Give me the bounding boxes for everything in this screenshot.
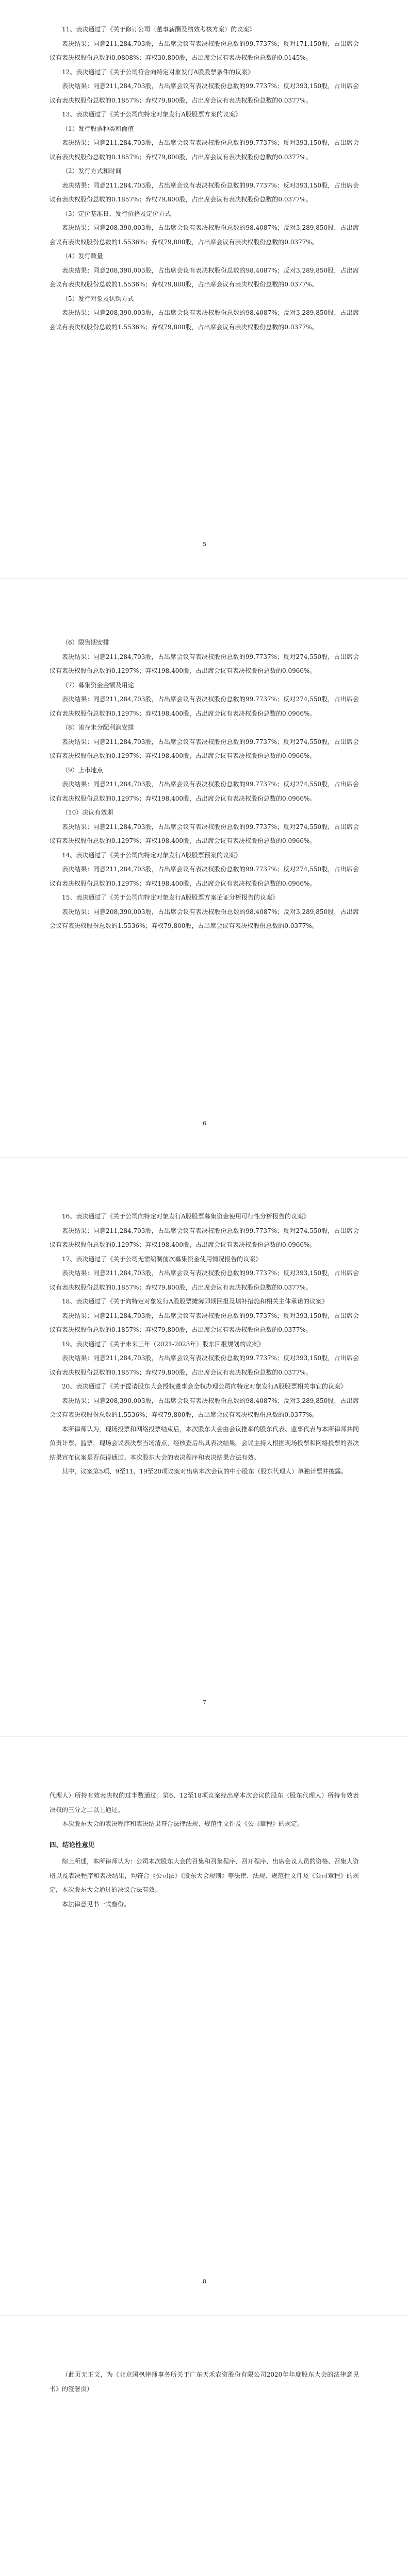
page-5-body bbox=[50, 2368, 359, 2396]
paragraph: 表决结果：同意211,284,703股，占出席会议有表决权股份总数的99.7737%；反对274,550股，占出席会议有表决权股份总数的0.1297%；弃权198,400股，占出席会议有表决权股份总数的0.0966%。 bbox=[50, 781, 359, 802]
paragraph: （7）募集资金金额及用途 bbox=[62, 681, 134, 689]
paragraph: 表决结果：同意211,284,703股，占出席会议有表决权股份总数的99.7737%；反对274,550股，占出席会议有表决权股份总数的0.1297%；弃权198,400股，占出席会议有表决权股份总数的0.0966%。 bbox=[50, 738, 359, 759]
paragraph: 14、表决通过了《关于公司向特定对象发行A股股票预案的议案》 bbox=[62, 851, 241, 859]
paragraph: 表决结果：同意211,284,703股，占出席会议有表决权股份总数的99.7737%；反对393,150股，占出席会议有表决权股份总数的0.1857%；弃权79,800股，占出席会议有表决权股份总数的0.0377%。 bbox=[50, 1354, 359, 1376]
paragraph: 表决结果：同意208,390,003股，占出席会议有表决权股份总数的98.4087%；反对3,289,850股，占出席会议有表决权股份总数的1.5536%；弃权79,800股，占出席会议有表决权股份总数的0.0377%。 bbox=[50, 1397, 359, 1418]
page-3-body bbox=[50, 1210, 359, 1479]
page-number: 7 bbox=[203, 1699, 206, 1706]
paragraph: 19、表决通过了《关于未来三年（2021-2023年）股东回报规划的议案》 bbox=[62, 1340, 265, 1348]
paragraph: 18、表决通过了《关于向特定对象发行A股股票摊薄即期回报及填补措施和相关主体承诺的议案》 bbox=[62, 1298, 328, 1305]
paragraph: （9）上市地点 bbox=[62, 766, 103, 774]
paragraph: 表决结果：同意211,284,703股，占出席会议有表决权股份总数的99.7737%；反对393,150股，占出席会议有表决权股份总数的0.1857%；弃权79,800股，占出席会议有表决权股份总数的0.0377%。 bbox=[50, 139, 359, 161]
paragraph: 表决结果：同意211,284,703股，占出席会议有表决权股份总数的99.7737%；反对274,550股，占出席会议有表决权股份总数的0.1297%；弃权198,400股，占出席会议有表决权股份总数的0.0966%。 bbox=[50, 653, 359, 674]
paragraph: 表决结果：同意211,284,703股，占出席会议有表决权股份总数的99.7737%；反对393,150股，占出席会议有表决权股份总数的0.1857%；弃权79,800股，占出席会议有表决权股份总数的0.0377%。 bbox=[50, 1269, 359, 1291]
page-1-body bbox=[50, 23, 359, 334]
page-5 bbox=[0, 2316, 409, 2576]
paragraph: 15、表决通过了《关于公司向特定对象发行A股股票方案论证分析报告的议案》 bbox=[62, 894, 279, 901]
page-4-body bbox=[50, 1789, 359, 1911]
paragraph: 11、表决通过了《关于修订公司〈董事薪酬及绩效考核方案〉的议案》 bbox=[62, 26, 256, 33]
paragraph: 表决结果：同意211,284,703股，占出席会议有表决权股份总数的99.7737%；反对393,150股，占出席会议有表决权股份总数的0.1857%；弃权79,800股，占出席会议有表决权股份总数的0.0377%。 bbox=[50, 82, 359, 104]
page-number: 6 bbox=[203, 1120, 206, 1127]
paragraph: 本法律意见书一式叁份。 bbox=[62, 1900, 130, 1908]
paragraph: 16、表决通过了《关于公司向特定对象发行A股股票募集资金使用可行性分析报告的议案》 bbox=[62, 1213, 309, 1220]
page-2 bbox=[0, 579, 409, 1157]
paragraph: 表决结果：同意208,390,003股，占出席会议有表决权股份总数的98.4087%；反对3,289,850股，占出席会议有表决权股份总数的1.5536%；弃权79,800股，占出席会议有表决权股份总数的0.0377%。 bbox=[50, 224, 359, 246]
paragraph: 表决结果：同意211,284,703股，占出席会议有表决权股份总数的99.7737%；反对274,550股，占出席会议有表决权股份总数的0.1297%；弃权198,400股，占出席会议有表决权股份总数的0.0966%。 bbox=[50, 696, 359, 717]
paragraph: 表决结果：同意211,284,703股，占出席会议有表决权股份总数的99.7737%；反对274,550股，占出席会议有表决权股份总数的0.1297%；弃权198,400股，占出席会议有表决权股份总数的0.0966%。 bbox=[50, 866, 359, 887]
page-number: 8 bbox=[203, 2278, 206, 2285]
section-heading: 四、结论性意见 bbox=[50, 1840, 95, 1849]
page-number: 5 bbox=[203, 541, 206, 548]
paragraph: 表决结果：同意211,284,703股，占出席会议有表决权股份总数的99.7737%；反对393,150股，占出席会议有表决权股份总数的0.1857%；弃权79,800股，占出席会议有表决权股份总数的0.0377%。 bbox=[50, 181, 359, 203]
paragraph: （10）决议有效期 bbox=[62, 809, 113, 816]
paragraph: （8）滚存未分配利润安排 bbox=[62, 724, 134, 731]
paragraph: 其中，议案第5项、9至11、19至20项议案对出席本次会议的中小股东（股东代理人）单独计票并披露。 bbox=[62, 1468, 348, 1475]
paragraph: 20、表决通过了《关于提请股东大会授权董事会全权办理公司向特定对象发行A股股票相关事宜的议案》 bbox=[62, 1383, 347, 1390]
paragraph: 表决结果：同意211,284,703股，占出席会议有表决权股份总数的99.7737%；反对274,550股，占出席会议有表决权股份总数的0.1297%；弃权198,400股，占出席会议有表决权股份总数的0.0966%。 bbox=[50, 823, 359, 844]
paragraph: 本次股东大会的表决程序和表决结果符合法律法规、规范性文件及《公司章程》的规定。 bbox=[62, 1820, 304, 1827]
paragraph: 综上所述，本所律师认为：公司本次股东大会的召集和召集程序、召开程序、出席会议人员的资格、召集人资格以及表决程序和表决结果，均符合《公司法》《股东大会规则》等法律、法规、规范性文件及《公司章程》的规定，本次股东大会通过的决议合法有效。 bbox=[50, 1858, 359, 1893]
paragraph: 表决结果：同意211,284,703股，占出席会议有表决权股份总数的99.7737%；反对171,150股，占出席会议有表决权股份总数的0.0808%；弃权30,800股，占出席会议有表决权股份总数的0.0145%。 bbox=[50, 40, 359, 61]
paragraph: 表决结果：同意208,390,003股，占出席会议有表决权股份总数的98.4087%；反对3,289,850股，占出席会议有表决权股份总数的1.5536%；弃权79,800股，占出席会议有表决权股份总数的0.0377%。 bbox=[50, 266, 359, 288]
page-1 bbox=[0, 0, 409, 578]
paragraph: 表决结果：同意208,390,003股，占出席会议有表决权股份总数的98.4087%；反对3,289,850股，占出席会议有表决权股份总数的1.5536%；弃权79,800股，占出席会议有表决权股份总数的0.0377%。 bbox=[50, 309, 359, 331]
paragraph: （1）发行股票种类和面值 bbox=[62, 125, 134, 132]
paragraph: （6）限售期安排 bbox=[62, 639, 109, 646]
signature-page-note: （此页无正文，为《北京国枫律师事务所关于广东天禾农资股份有限公司2020年年度股东大会的法律意见书》的签署页） bbox=[50, 2371, 359, 2393]
paragraph: （3）定价基准日、发行价格及定价方式 bbox=[62, 210, 171, 217]
paragraph: 表决结果：同意211,284,703股，占出席会议有表决权股份总数的99.7737%；反对274,550股，占出席会议有表决权股份总数的0.1297%；弃权198,400股，占出席会议有表决权股份总数的0.0966%。 bbox=[50, 1227, 359, 1248]
page-4 bbox=[0, 1737, 409, 2315]
paragraph: 代理人）所持有效表决权的过半数通过；第6、12至18项议案经出席本次会议的股东（股东代理人）所持有效表决权的三分之二以上通过。 bbox=[50, 1792, 359, 1814]
paragraph: （2）发行方式和时间 bbox=[62, 167, 122, 175]
paragraph: 本所律师认为，现场投票和网络投票结束后，本次股东大会由会议推举的股东代表、监事代表与本所律师共同负责计票、监票，现场会议表决票当场清点，经核查后出具表决结果。会议主持人根据现场投票和网络投票的表决结果宣布议案是否获得通过。本次股东大会的表决程序和表决结果合法有效。 bbox=[50, 1425, 359, 1461]
paragraph: （4）发行数量 bbox=[62, 252, 103, 260]
page-2-body bbox=[50, 636, 359, 934]
paragraph: 13、表决通过了《关于公司向特定对象发行A股股票方案的议案》 bbox=[62, 111, 241, 118]
paragraph: 12、表决通过了《关于公司符合向特定对象发行A股股票条件的议案》 bbox=[62, 68, 254, 76]
paragraph: 表决结果：同意208,390,003股，占出席会议有表决权股份总数的98.4087%；反对3,289,850股，占出席会议有表决权股份总数的1.5536%；弃权79,800股，占出席会议有表决权股份总数的0.0377%。 bbox=[50, 908, 359, 929]
paragraph: （5）发行对象及认购方式 bbox=[62, 295, 134, 302]
paragraph: 17、表决通过了《关于公司无需编制前次募集资金使用情况报告的议案》 bbox=[62, 1255, 262, 1263]
paragraph: 表决结果：同意211,284,703股，占出席会议有表决权股份总数的99.7737%；反对393,150股，占出席会议有表决权股份总数的0.1857%；弃权79,800股，占出席会议有表决权股份总数的0.0377%。 bbox=[50, 1312, 359, 1333]
page-3 bbox=[0, 1158, 409, 1736]
